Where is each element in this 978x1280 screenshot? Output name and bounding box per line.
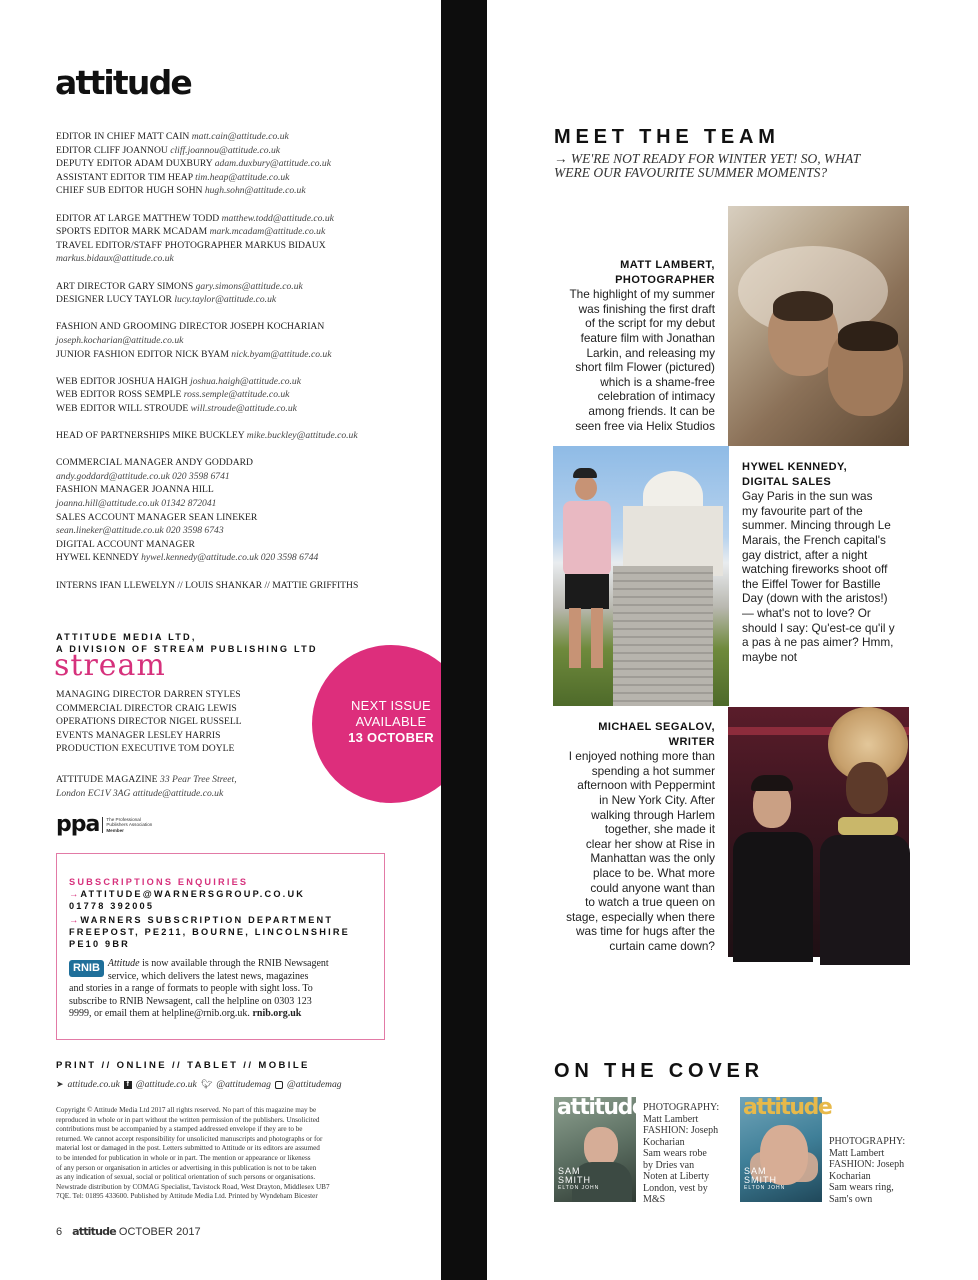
staff-email[interactable]: hywel.kennedy@attitude.co.uk 020 3598 6744 xyxy=(141,552,319,564)
copyright-line: returned. We cannot accept responsibility for unsolicited manuscripts and photographs or for xyxy=(56,1134,323,1143)
staff-row xyxy=(56,388,436,402)
rnib-text3: and stories in a range of formats to people with sight loss. To xyxy=(69,983,313,994)
staff-group xyxy=(56,456,436,565)
bio-line: short film Flower (pictured) xyxy=(575,360,715,375)
rnib-text4: subscribe to RNIB Newsagent, call the helpline on 0303 123 xyxy=(69,995,312,1007)
staff-group xyxy=(56,130,436,198)
ppa-logo: ppa xyxy=(56,812,100,837)
bio-line: curtain came down? xyxy=(609,938,715,953)
next-issue-line1: NEXT ISSUE xyxy=(350,698,432,713)
staff-group xyxy=(56,579,436,593)
staff-role: OPERATIONS DIRECTOR xyxy=(56,716,167,728)
staff-name: SEAN LINEKER xyxy=(188,511,258,523)
staff-role: MANAGING DIRECTOR xyxy=(56,689,162,700)
staff-role: CHIEF SUB EDITOR xyxy=(56,185,144,197)
staff-name: CRAIG LEWIS xyxy=(175,702,237,714)
staff-role: TRAVEL EDITOR/STAFF PHOTOGRAPHER xyxy=(56,239,243,251)
cover2-name1: SAM xyxy=(744,1166,767,1176)
cover2-caption xyxy=(829,1136,919,1205)
instagram-icon xyxy=(275,1081,283,1089)
cursor-icon: ➤ xyxy=(56,1079,64,1089)
staff-row xyxy=(56,551,436,565)
staff-role: WEB EDITOR xyxy=(56,389,116,401)
bio-line: which is a shame-free xyxy=(600,374,715,389)
staff-group xyxy=(56,320,436,361)
rnib-text1: is now available through the RNIB Newsagent xyxy=(142,958,329,969)
cover-caption-line: PHOTOGRAPHY: xyxy=(643,1102,720,1113)
staff-group xyxy=(56,429,436,443)
staff-email[interactable]: matt.cain@attitude.co.uk xyxy=(191,131,289,142)
member-2-name2: DIGITAL SALES xyxy=(742,475,832,488)
staff-name: ADAM DUXBURY xyxy=(134,158,213,170)
staff-role: PRODUCTION EXECUTIVE xyxy=(56,743,177,755)
bio-line: a pas à ne pas aimer? Hmm, xyxy=(742,635,894,650)
on-cover-title: ON THE COVER xyxy=(554,1060,764,1082)
cover-caption-line: FASHION: Joseph xyxy=(829,1159,905,1170)
cover1-logo: attitude xyxy=(557,1095,646,1120)
cover-caption-line: by Dries van xyxy=(643,1159,695,1171)
bio-line: Day (down with the aristos!) xyxy=(742,591,888,606)
meet-team-intro xyxy=(554,152,860,179)
staff-email[interactable]: joseph.kocharian@attitude.co.uk xyxy=(56,334,184,346)
ppa-logo-block xyxy=(56,814,152,836)
staff-name: NICK BYAM xyxy=(175,348,229,360)
rnib-logo: RNIB xyxy=(69,960,104,977)
bio-line: was time for hugs after the xyxy=(575,924,715,939)
member-matt-lambert xyxy=(553,258,715,433)
cover-caption-line: Matt Lambert xyxy=(829,1147,885,1159)
bio-line: my favourite part of the xyxy=(742,503,863,518)
cover-caption-line: Noten at Liberty xyxy=(643,1171,710,1182)
staff-email[interactable]: will.stroude@attitude.co.uk xyxy=(190,402,297,414)
staff-name: CLIFF JOANNOU xyxy=(94,144,168,156)
staff-row xyxy=(56,348,436,362)
staff-email[interactable]: hugh.sohn@attitude.co.uk xyxy=(204,185,306,197)
staff-row xyxy=(56,280,436,294)
staff-row xyxy=(56,402,436,416)
member-michael-segalov xyxy=(553,720,715,954)
cover-caption-line: M&S xyxy=(643,1194,666,1205)
member-3-name2: WRITER xyxy=(668,735,715,748)
bio-line: clear her show at Rise in xyxy=(585,836,715,851)
cover-caption-line: Kocharian xyxy=(643,1136,685,1148)
staff-role: INTERNS xyxy=(56,579,98,591)
bio-line: gay district, after a night xyxy=(742,547,868,562)
staff-role: EDITOR IN CHIEF xyxy=(56,131,136,142)
bio-line: walking through Harlem xyxy=(591,807,715,822)
staff-name: NIGEL RUSSELL xyxy=(169,716,242,728)
staff-email[interactable]: joshua.haigh@attitude.co.uk xyxy=(190,375,301,387)
staff-name: JOSHUA HAIGH xyxy=(118,375,188,387)
cover-caption-line: Sam's own xyxy=(829,1193,873,1205)
footer-brand: attitude xyxy=(72,1225,116,1238)
staff-row xyxy=(56,157,436,171)
address-line1: 33 Pear Tree Street, xyxy=(160,774,237,785)
twitter-icon: 🐦︎ xyxy=(200,1079,213,1089)
page-spine xyxy=(441,0,487,1280)
company-line2: A DIVISION OF STREAM PUBLISHING LTD xyxy=(56,644,318,654)
member-2-name1: HYWEL KENNEDY, xyxy=(742,461,848,473)
address-label: ATTITUDE MAGAZINE xyxy=(56,774,158,785)
cover1-name2: SMITH xyxy=(558,1175,591,1185)
staff-name: DARREN STYLES xyxy=(163,689,241,700)
staff-role: EVENTS MANAGER xyxy=(56,729,146,741)
copyright-line: Copyright © Attitude Media Ltd 2017 all rights reserved. No part of this magazine may be xyxy=(56,1106,317,1114)
address-line2: London EC1V 3AG attitude@attitude.co.uk xyxy=(56,787,224,799)
web-link[interactable]: attitude.co.uk xyxy=(67,1079,120,1090)
next-issue-line2: AVAILABLE xyxy=(355,714,427,729)
staff-role: COMMERCIAL MANAGER xyxy=(56,457,174,469)
staff-row xyxy=(56,171,436,185)
subscriptions-email[interactable]: ATTITUDE@WARNERSGROUP.CO.UK xyxy=(80,889,306,899)
facebook-link[interactable]: @attitude.co.uk xyxy=(135,1079,197,1090)
staff-name: IFAN LLEWELYN // LOUIS SHANKAR // MATTIE GRIFFITHS xyxy=(99,579,359,591)
staff-name: LUCY TAYLOR xyxy=(106,294,172,306)
bio-line: the Eiffel Tower for Bastille xyxy=(742,576,881,591)
staff-email[interactable]: joanna.hill@attitude.co.uk 01342 872041 xyxy=(56,498,217,510)
bio-line: was finishing the first draft xyxy=(578,301,715,316)
staff-name: HYWEL KENNEDY xyxy=(56,552,139,564)
bio-line: feature film with Jonathan xyxy=(580,330,715,345)
staff-row xyxy=(56,184,436,198)
subscriptions-address1: WARNERS SUBSCRIPTION DEPARTMENT xyxy=(80,915,334,925)
staff-role: DIGITAL ACCOUNT MANAGER xyxy=(56,538,196,550)
staff-name: MATTHEW TODD xyxy=(142,212,220,224)
staff-row xyxy=(56,470,436,484)
cover-image-1 xyxy=(554,1095,646,1202)
staff-name: LESLEY HARRIS xyxy=(147,729,221,741)
staff-role: DESIGNER xyxy=(56,294,105,306)
subscriptions-box: SUBSCRIPTIONS ENQUIRIES →ATTITUDE@WARNERSGROUP.CO.UK 01778 392005 →WARNERS SUBSCRIPTION DEPARTMENT FREEPOST, PE211, BOURNE, LINCOLNSHIRE PE10 9BR RNIB Attitude is now available through the RNIB Newsagent service, which delivers the latest news, magazines and stories in a range of formats to people with sight loss. To subscribe to RNIB Newsagent, call the helpline on 0303 123 9999, or email them at helpline@rnib.org.uk. rnib.org.uk xyxy=(56,853,385,1040)
bio-line: of the script for my debut xyxy=(585,316,715,331)
staff-name: TIM HEAP xyxy=(148,171,193,183)
cover-caption-line: Kocharian xyxy=(829,1170,871,1182)
member-3-name1: MICHAEL SEGALOV, xyxy=(598,721,715,733)
staff-row xyxy=(56,483,436,497)
staff-name: MARK MCADAM xyxy=(131,226,208,238)
copyright-line: contributions must be accompanied by a stamped addressed envelope if they are to be xyxy=(56,1125,303,1134)
staff-name: GARY SIMONS xyxy=(128,280,194,292)
staff-row xyxy=(56,538,436,552)
ppa-text2: Publishers Association xyxy=(106,822,153,828)
staff-group xyxy=(56,212,436,266)
bio-line: The highlight of my summer xyxy=(569,287,715,302)
cover1-caption xyxy=(643,1102,733,1206)
staff-row xyxy=(56,239,436,253)
bio-line: I enjoyed nothing more than xyxy=(568,749,715,764)
bio-line: Larkin, and releasing my xyxy=(586,345,715,360)
staff-email[interactable]: tim.heap@attitude.co.uk xyxy=(195,171,290,183)
staff-role: DEPUTY EDITOR xyxy=(56,158,133,170)
meet-team-intro1: → WE'RE NOT READY FOR WINTER YET! SO, WHAT xyxy=(554,151,861,166)
bio-line: Marais, the French capital's xyxy=(742,532,886,547)
ppa-text1: The Professional xyxy=(106,816,141,822)
attitude-logo: attitude xyxy=(55,63,192,102)
staff-email[interactable]: adam.duxbury@attitude.co.uk xyxy=(214,158,331,170)
staff-email[interactable]: markus.bidaux@attitude.co.uk xyxy=(56,253,174,265)
bio-line: watching fireworks shoot off xyxy=(742,562,888,577)
next-issue-date: 13 OCTOBER xyxy=(348,730,434,745)
bio-line: together, she made it xyxy=(604,822,715,837)
instagram-link[interactable]: @attitudemag xyxy=(286,1079,342,1090)
cover-caption-line: London, vest by xyxy=(643,1182,708,1194)
staff-email[interactable]: ross.semple@attitude.co.uk xyxy=(183,389,290,401)
bio-line: in New York City. After xyxy=(599,792,715,807)
staff-email[interactable]: lucy.taylor@attitude.co.uk xyxy=(174,294,277,306)
staff-email[interactable]: mike.buckley@attitude.co.uk xyxy=(246,430,358,442)
staff-role: EDITOR AT LARGE xyxy=(56,212,141,224)
bio-line: — what's not to love? Or xyxy=(742,605,871,620)
bio-line: celebration of intimacy xyxy=(597,389,715,404)
staff-row xyxy=(56,579,436,593)
bio-line: place to be. What more xyxy=(593,865,715,880)
subscriptions-phone: 01778 392005 xyxy=(69,901,155,911)
staff-group xyxy=(56,280,436,307)
copyright-line: reproduced in whole or in part without the written permission of the publishers. Unsolicited xyxy=(56,1115,320,1124)
rnib-url[interactable]: rnib.org.uk xyxy=(252,1008,302,1019)
rnib-text5: 9999, or email them at helpline@rnib.org.uk. xyxy=(69,1008,250,1019)
photo-peppermint xyxy=(728,707,909,957)
staff-name: MATT CAIN xyxy=(137,131,190,142)
staff-role: ASSISTANT EDITOR xyxy=(56,171,146,183)
staff-name: MIKE BUCKLEY xyxy=(172,430,245,442)
subscriptions-heading: SUBSCRIPTIONS ENQUIRIES xyxy=(69,877,249,887)
bio-line: to watch a true queen on xyxy=(585,895,715,910)
bio-line: afternoon with Peppermint xyxy=(577,778,715,793)
staff-row xyxy=(56,497,436,511)
staff-email[interactable]: nick.byam@attitude.co.uk xyxy=(231,348,332,360)
social-links xyxy=(56,1079,342,1090)
staff-role: WEB EDITOR xyxy=(56,375,116,387)
copyright-text xyxy=(56,1106,391,1202)
rnib-mag: Attitude xyxy=(107,958,140,969)
bio-line: should I say: Qu'est-ce qu'il y xyxy=(742,620,895,635)
staff-role: WEB EDITOR xyxy=(56,402,116,414)
copyright-line: to be intended for publication in whole or in part. The mention or appearance or likeness xyxy=(56,1153,311,1162)
cover1-sub: ELTON JOHN xyxy=(558,1185,600,1191)
subscriptions-address2: FREEPOST, PE211, BOURNE, LINCOLNSHIRE xyxy=(69,927,351,937)
staff-row xyxy=(56,130,436,144)
staff-row xyxy=(56,429,436,443)
staff-row xyxy=(56,320,436,334)
member-1-name1: MATT LAMBERT, xyxy=(620,259,715,271)
rnib-text2: service, which delivers the latest news, magazines xyxy=(107,970,309,982)
staff-name: WILL STROUDE xyxy=(117,402,189,414)
staff-role: JUNIOR FASHION EDITOR xyxy=(56,348,173,360)
cover-caption-line: Matt Lambert xyxy=(643,1113,699,1125)
stream-logo: stream xyxy=(54,648,166,683)
staff-role: COMMERCIAL DIRECTOR xyxy=(56,702,173,714)
cover2-sub: ELTON JOHN xyxy=(744,1185,786,1191)
staff-email[interactable]: mark.mcadam@attitude.co.uk xyxy=(209,226,326,238)
copyright-line: 7QE. Tel: 01895 433600. Published by Attitude Media Ltd. Printed by Wyndeham Bicester xyxy=(56,1192,318,1201)
staff-role: FASHION AND GROOMING DIRECTOR xyxy=(56,321,228,333)
bio-line: stage, especially when there xyxy=(566,909,715,924)
staff-row xyxy=(56,144,436,158)
staff-name: ANDY GODDARD xyxy=(175,457,253,469)
staff-row xyxy=(56,225,436,239)
bio-line: spending a hot summer xyxy=(591,763,715,778)
staff-name: JOANNA HILL xyxy=(151,484,214,496)
page-number: 6 xyxy=(56,1226,63,1238)
bio-line: among friends. It can be xyxy=(588,403,715,418)
member-hywel-kennedy xyxy=(742,460,912,664)
staff-email[interactable]: cliff.joannou@attitude.co.uk xyxy=(170,144,281,156)
staff-email[interactable]: sean.lineker@attitude.co.uk 020 3598 6743 xyxy=(56,525,224,537)
staff-name: ROSS SEMPLE xyxy=(118,389,182,401)
staff-row xyxy=(56,252,436,266)
meet-team-title: MEET THE TEAM xyxy=(554,126,780,148)
staff-row xyxy=(56,375,436,389)
bio-line: could anyone want than xyxy=(590,880,715,895)
cover1-name1: SAM xyxy=(558,1166,581,1176)
footer-issue: OCTOBER 2017 xyxy=(118,1226,201,1238)
staff-name: TOM DOYLE xyxy=(178,743,235,755)
staff-email[interactable]: gary.simons@attitude.co.uk xyxy=(195,280,303,292)
cover2-name2: SMITH xyxy=(744,1175,777,1185)
staff-role: SALES ACCOUNT MANAGER xyxy=(56,511,187,523)
bio-line: Gay Paris in the sun was xyxy=(742,489,873,504)
staff-role: ART DIRECTOR xyxy=(56,280,126,292)
staff-email[interactable]: andy.goddard@attitude.co.uk 020 3598 6741 xyxy=(56,470,230,482)
copyright-line: as any indication of sexual, social or political orientation of such persons or organisations. xyxy=(56,1173,316,1182)
staff-row xyxy=(56,524,436,538)
meet-team-intro2: WERE OUR FAVOURITE SUMMER MOMENTS? xyxy=(554,164,828,180)
twitter-link[interactable]: @attitudemag xyxy=(216,1079,271,1090)
page-footer xyxy=(56,1225,201,1238)
member-1-name2: PHOTOGRAPHER xyxy=(615,273,715,286)
bio-line: seen free via Helix Studios xyxy=(575,418,715,433)
platforms: PRINT // ONLINE // TABLET // MOBILE xyxy=(56,1060,310,1071)
copyright-line: of any person or organisation in articles or advertising in this publication is not to be taken xyxy=(56,1163,317,1172)
staff-row xyxy=(56,511,436,525)
staff-row xyxy=(56,212,436,226)
staff-group xyxy=(56,375,436,416)
staff-row xyxy=(56,334,436,348)
staff-email[interactable]: matthew.todd@attitude.co.uk xyxy=(221,212,334,224)
company-line1: ATTITUDE MEDIA LTD, xyxy=(56,632,197,642)
staff-name: JOSEPH KOCHARIAN xyxy=(230,321,325,333)
bio-line: Manhattan was the only xyxy=(590,851,715,866)
photo-flower-film xyxy=(728,206,909,446)
staff-role: SPORTS EDITOR xyxy=(56,226,130,238)
facebook-icon: f xyxy=(124,1081,132,1089)
cover1-name xyxy=(558,1167,599,1191)
cover-caption-line: Sam wears ring, xyxy=(829,1182,894,1193)
cover-caption-line: PHOTOGRAPHY: xyxy=(829,1136,906,1147)
staff-name: HUGH SOHN xyxy=(146,185,203,197)
staff-row xyxy=(56,456,436,470)
cover-caption-line: FASHION: Joseph xyxy=(643,1125,719,1136)
cover2-name xyxy=(744,1167,785,1191)
staff-role: HEAD OF PARTNERSHIPS xyxy=(56,430,171,442)
staff-role: EDITOR xyxy=(56,144,92,156)
staff-name: MARKUS BIDAUX xyxy=(244,239,326,251)
staff-role: FASHION MANAGER xyxy=(56,484,150,496)
copyright-line: material lost or damaged in the post. Letters submitted to Attitude or its editors are assumed xyxy=(56,1144,320,1153)
cover-image-2 xyxy=(740,1095,832,1202)
ppa-text3: Member xyxy=(106,827,124,833)
cover-caption-line: Sam wears robe xyxy=(643,1148,707,1159)
subscriptions-address3: PE10 9BR xyxy=(69,939,131,949)
staff-list xyxy=(56,130,436,606)
cover2-logo: attitude xyxy=(743,1095,832,1120)
staff-row xyxy=(56,293,436,307)
bio-line: maybe not xyxy=(742,649,798,664)
photo-paris xyxy=(553,446,729,706)
copyright-line: Newstrade distribution by COMAG Specialist, Tavistock Road, West Drayton, Middlesex UB7 xyxy=(56,1182,330,1191)
bio-line: summer. Mincing through Le xyxy=(742,518,891,533)
